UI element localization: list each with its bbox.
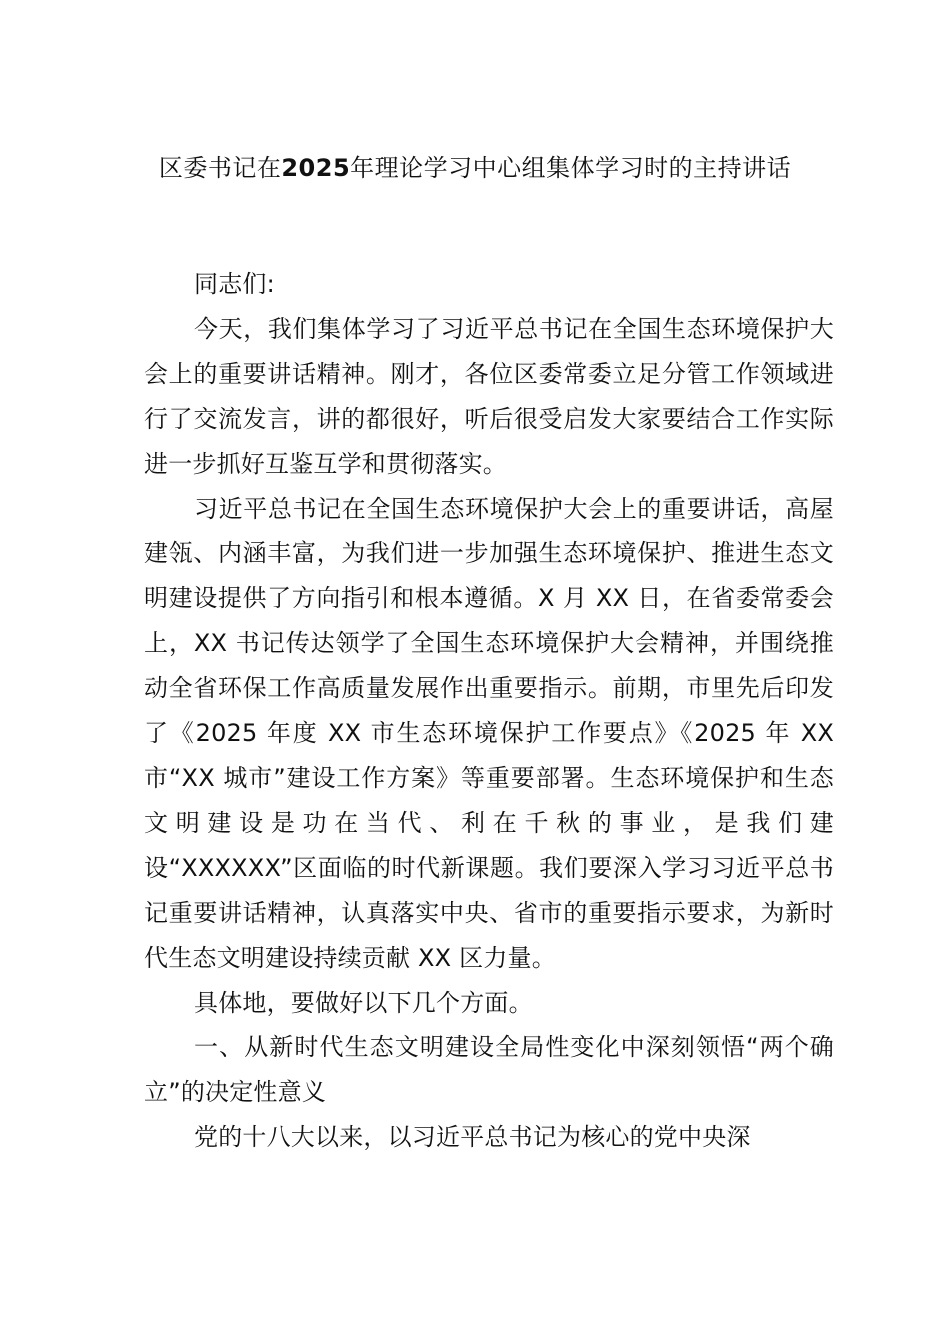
body-paragraph: 具体地，要做好以下几个方面。 [194, 988, 533, 1017]
section-heading: 一、从新时代生态文明建设全局性变化中深刻领悟“两个确立”的决定性意义 [144, 1033, 834, 1107]
title-prefix: 区委书记在 [158, 154, 282, 182]
document-title [140, 146, 810, 190]
title-suffix: 年理论学习中心组集体学习时的主持讲话 [350, 154, 792, 182]
salutation-paragraph: 同志们: [194, 270, 275, 298]
title-year: 2025 [281, 154, 351, 182]
body-paragraph: 习近平总书记在全国生态环境保护大会上的重要讲话，高屋建瓴、内涵丰富，为我们进一步加强生态环境保护、推进生态文明建设提供了方向指引和根本遵循。X 月 XX 日，在省委常委会上，XX 书记传达领学了全国生态环境保护大会精神，并围绕推动全省环保工作高质量发展作出重要指示。前期，市里先后印发了《2025 年度 XX 市生态环境保护工作要点》《2025 年 XX 市“XX 城市”建设工作方案》等重要部署。生态环境保护和生态文明建设是功在当代、利在千秋的事业，是我们建设“XXXXXX”区面临的时代新课题。我们要深入学习习近平总书记重要讲话精神，认真落实中央、省市的重要指示要求，为新时代生态文明建设持续贡献 XX 区力量。 [144, 494, 834, 972]
body-paragraph: 党的十八大以来，以习近平总书记为核心的党中央深 [194, 1123, 751, 1152]
document-body [144, 262, 834, 1160]
body-paragraph: 今天，我们集体学习了习近平总书记在全国生态环境保护大会上的重要讲话精神。刚才，各位区委常委立足分管工作领域进行了交流发言，讲的都很好，听后很受启发大家要结合工作实际进一步抓好互鉴互学和贯彻落实。 [144, 314, 834, 478]
